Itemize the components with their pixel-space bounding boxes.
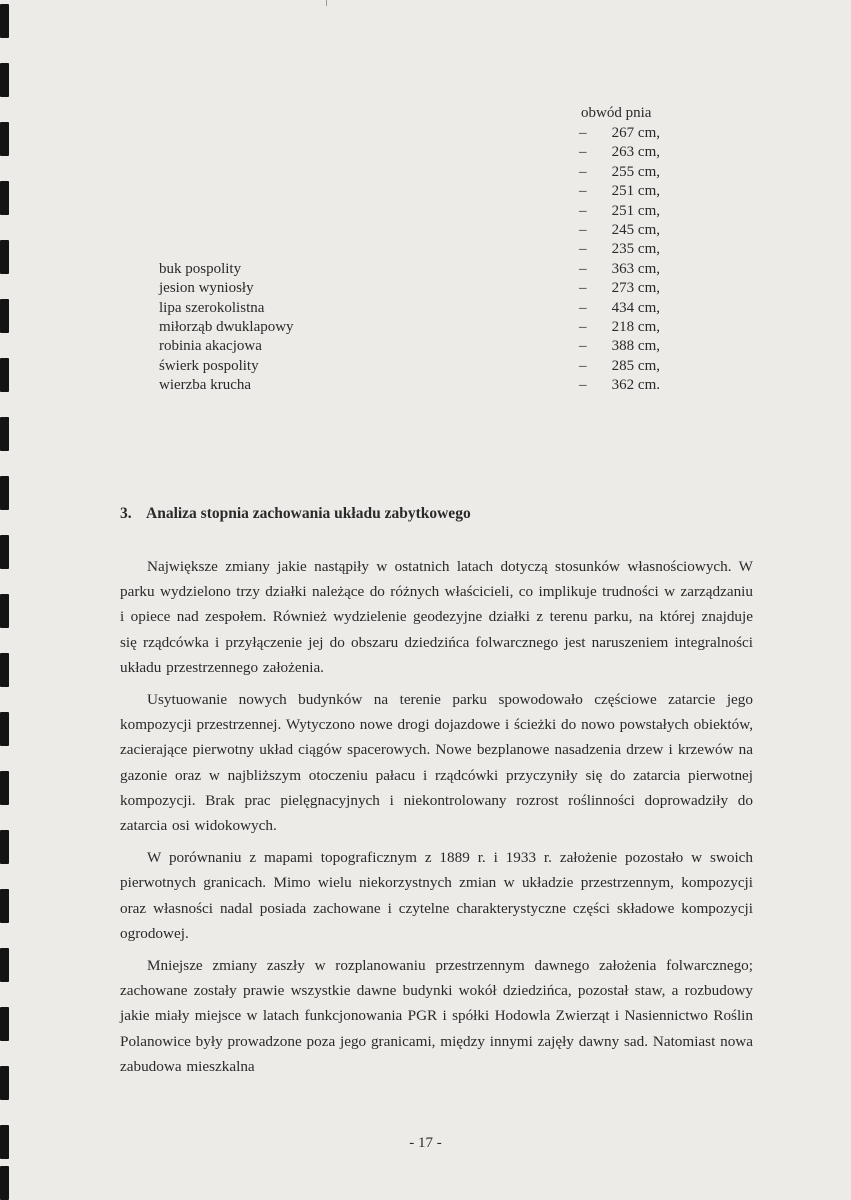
trunk-circumference-value: 273 cm, (611, 280, 660, 297)
row-dash: – (579, 202, 587, 219)
tree-name: świerk pospolity (159, 357, 259, 374)
table-row (0, 376, 851, 395)
table-row (0, 299, 851, 318)
binder-hole (0, 889, 9, 923)
tree-circumference-table (0, 0, 851, 400)
row-dash: – (579, 357, 587, 374)
binder-hole (0, 948, 9, 982)
tree-name: robinia akacjowa (159, 338, 262, 355)
row-dash: – (579, 377, 587, 394)
binder-hole (0, 712, 9, 746)
binder-hole (0, 1007, 9, 1041)
table-row (0, 240, 851, 259)
table-row (0, 260, 851, 279)
trunk-circumference-value: 363 cm, (611, 260, 660, 277)
table-row (0, 124, 851, 143)
section-number: 3. (120, 505, 132, 522)
trunk-circumference-value: 235 cm, (611, 241, 660, 258)
table-row (0, 337, 851, 356)
row-dash: – (579, 241, 587, 258)
row-dash: – (579, 163, 587, 180)
table-row (0, 279, 851, 298)
trunk-circumference-value: 245 cm, (611, 222, 660, 238)
binder-hole (0, 771, 9, 805)
table-row (0, 202, 851, 221)
table-row (0, 163, 851, 182)
trunk-circumference-value: 362 cm. (611, 377, 660, 394)
trunk-circumference-value: 218 cm, (611, 319, 660, 335)
row-dash: – (579, 222, 587, 238)
page-number: - 17 - (409, 1135, 442, 1151)
tree-name: lipa szerokolistna (159, 299, 265, 316)
table-row (0, 182, 851, 201)
trunk-circumference-value: 263 cm, (611, 144, 660, 161)
paragraph: W porównaniu z mapami topograficznym z 1889 r. i 1933 r. założenie pozostało w swoich pierwotnych granicach. Mimo wielu niekorzystnych zmian w układzie przestrzennym, kompozycji oraz własności nadal posiada zachowane i czytelne charakterystyczne części składowe kompozycji ogrodowej. (120, 849, 753, 942)
trunk-circumference-value: 251 cm, (611, 183, 660, 200)
row-dash: – (579, 125, 587, 141)
row-dash: – (579, 280, 587, 297)
binder-hole (0, 535, 9, 569)
paragraph: Usytuowanie nowych budynków na terenie parku spowodowało częściowe zatarcie jego kompozycji przestrzennej. Wytyczono nowe drogi dojazdowe i ścieżki do nowo powstałych obiektów, zacierające pierwotny układ ciągów spacerowych. Nowe bezplanowe nasadzenia drzew i krzewów na gazonie oraz w najbliższym otoczeniu pałacu i rządcówki przyczyniły się do zatarcia pierwotnej kompozycji. Brak prac pielęgnacyjnych i niekontrolowany rozrost roślinności doprowadziły do zatarcia osi widokowych. (120, 691, 753, 835)
paragraph: Mniejsze zmiany zaszły w rozplanowaniu przestrzennym dawnego założenia folwarcznego; zachowane zostały prawie wszystkie dawne budynki wokół dziedzińca, pozostał staw, a rozbudowy jakie miały miejsce w latach funkcjonowania PGR i spółki Hodowla Zwierząt i Nasiennictwo Roślin Polanowice były prowadzone poza jego granicami, między innymi zajęły dawny sad. Natomiast nowa zabudowa mieszkalna (120, 957, 753, 1075)
row-dash: – (579, 299, 587, 316)
row-dash: – (579, 144, 587, 161)
trunk-circumference-value: 388 cm, (611, 338, 660, 355)
row-dash: – (579, 319, 587, 335)
trunk-circumference-value: 285 cm, (611, 357, 660, 374)
tree-name: buk pospolity (159, 260, 242, 277)
table-row (0, 357, 851, 376)
section-title: Analiza stopnia zachowania układu zabytkowego (146, 505, 471, 522)
binder-hole (0, 1066, 9, 1100)
paragraph: Największe zmiany jakie nastąpiły w ostatnich latach dotyczą stosunków własnościowych. W parku wydzielono trzy działki należące do różnych właścicieli, co implikuje trudności w zarządzaniu i opiece nad zespołem. Również wydzielenie geodezyjne działki z terenu parku, na której znajduje się rządcówka i przyłączenie jej do obszaru dziedzińca folwarcznego jest naruszeniem integralności układu przestrzennego założenia. (120, 558, 753, 676)
row-dash: – (579, 338, 587, 355)
binder-hole (0, 1166, 9, 1200)
trunk-circumference-value: 255 cm, (611, 163, 660, 180)
column-header-trunk-circumference: obwód pnia (581, 105, 652, 121)
trunk-circumference-value: 434 cm, (611, 299, 660, 316)
binder-hole (0, 476, 9, 510)
trunk-circumference-value: 267 cm, (611, 125, 660, 141)
row-dash: – (579, 183, 587, 200)
binder-hole (0, 417, 9, 451)
binder-hole (0, 653, 9, 687)
tree-name: jesion wyniosły (159, 280, 254, 297)
table-row (0, 221, 851, 240)
section-heading (120, 505, 471, 523)
table-row (0, 143, 851, 162)
binder-hole (0, 830, 9, 864)
tree-name: wierzba krucha (159, 377, 252, 394)
row-dash: – (579, 260, 587, 277)
table-row (0, 318, 851, 337)
binder-hole (0, 594, 9, 628)
body-text (120, 554, 753, 1086)
tree-name: miłorząb dwuklapowy (159, 319, 294, 335)
trunk-circumference-value: 251 cm, (611, 202, 660, 219)
